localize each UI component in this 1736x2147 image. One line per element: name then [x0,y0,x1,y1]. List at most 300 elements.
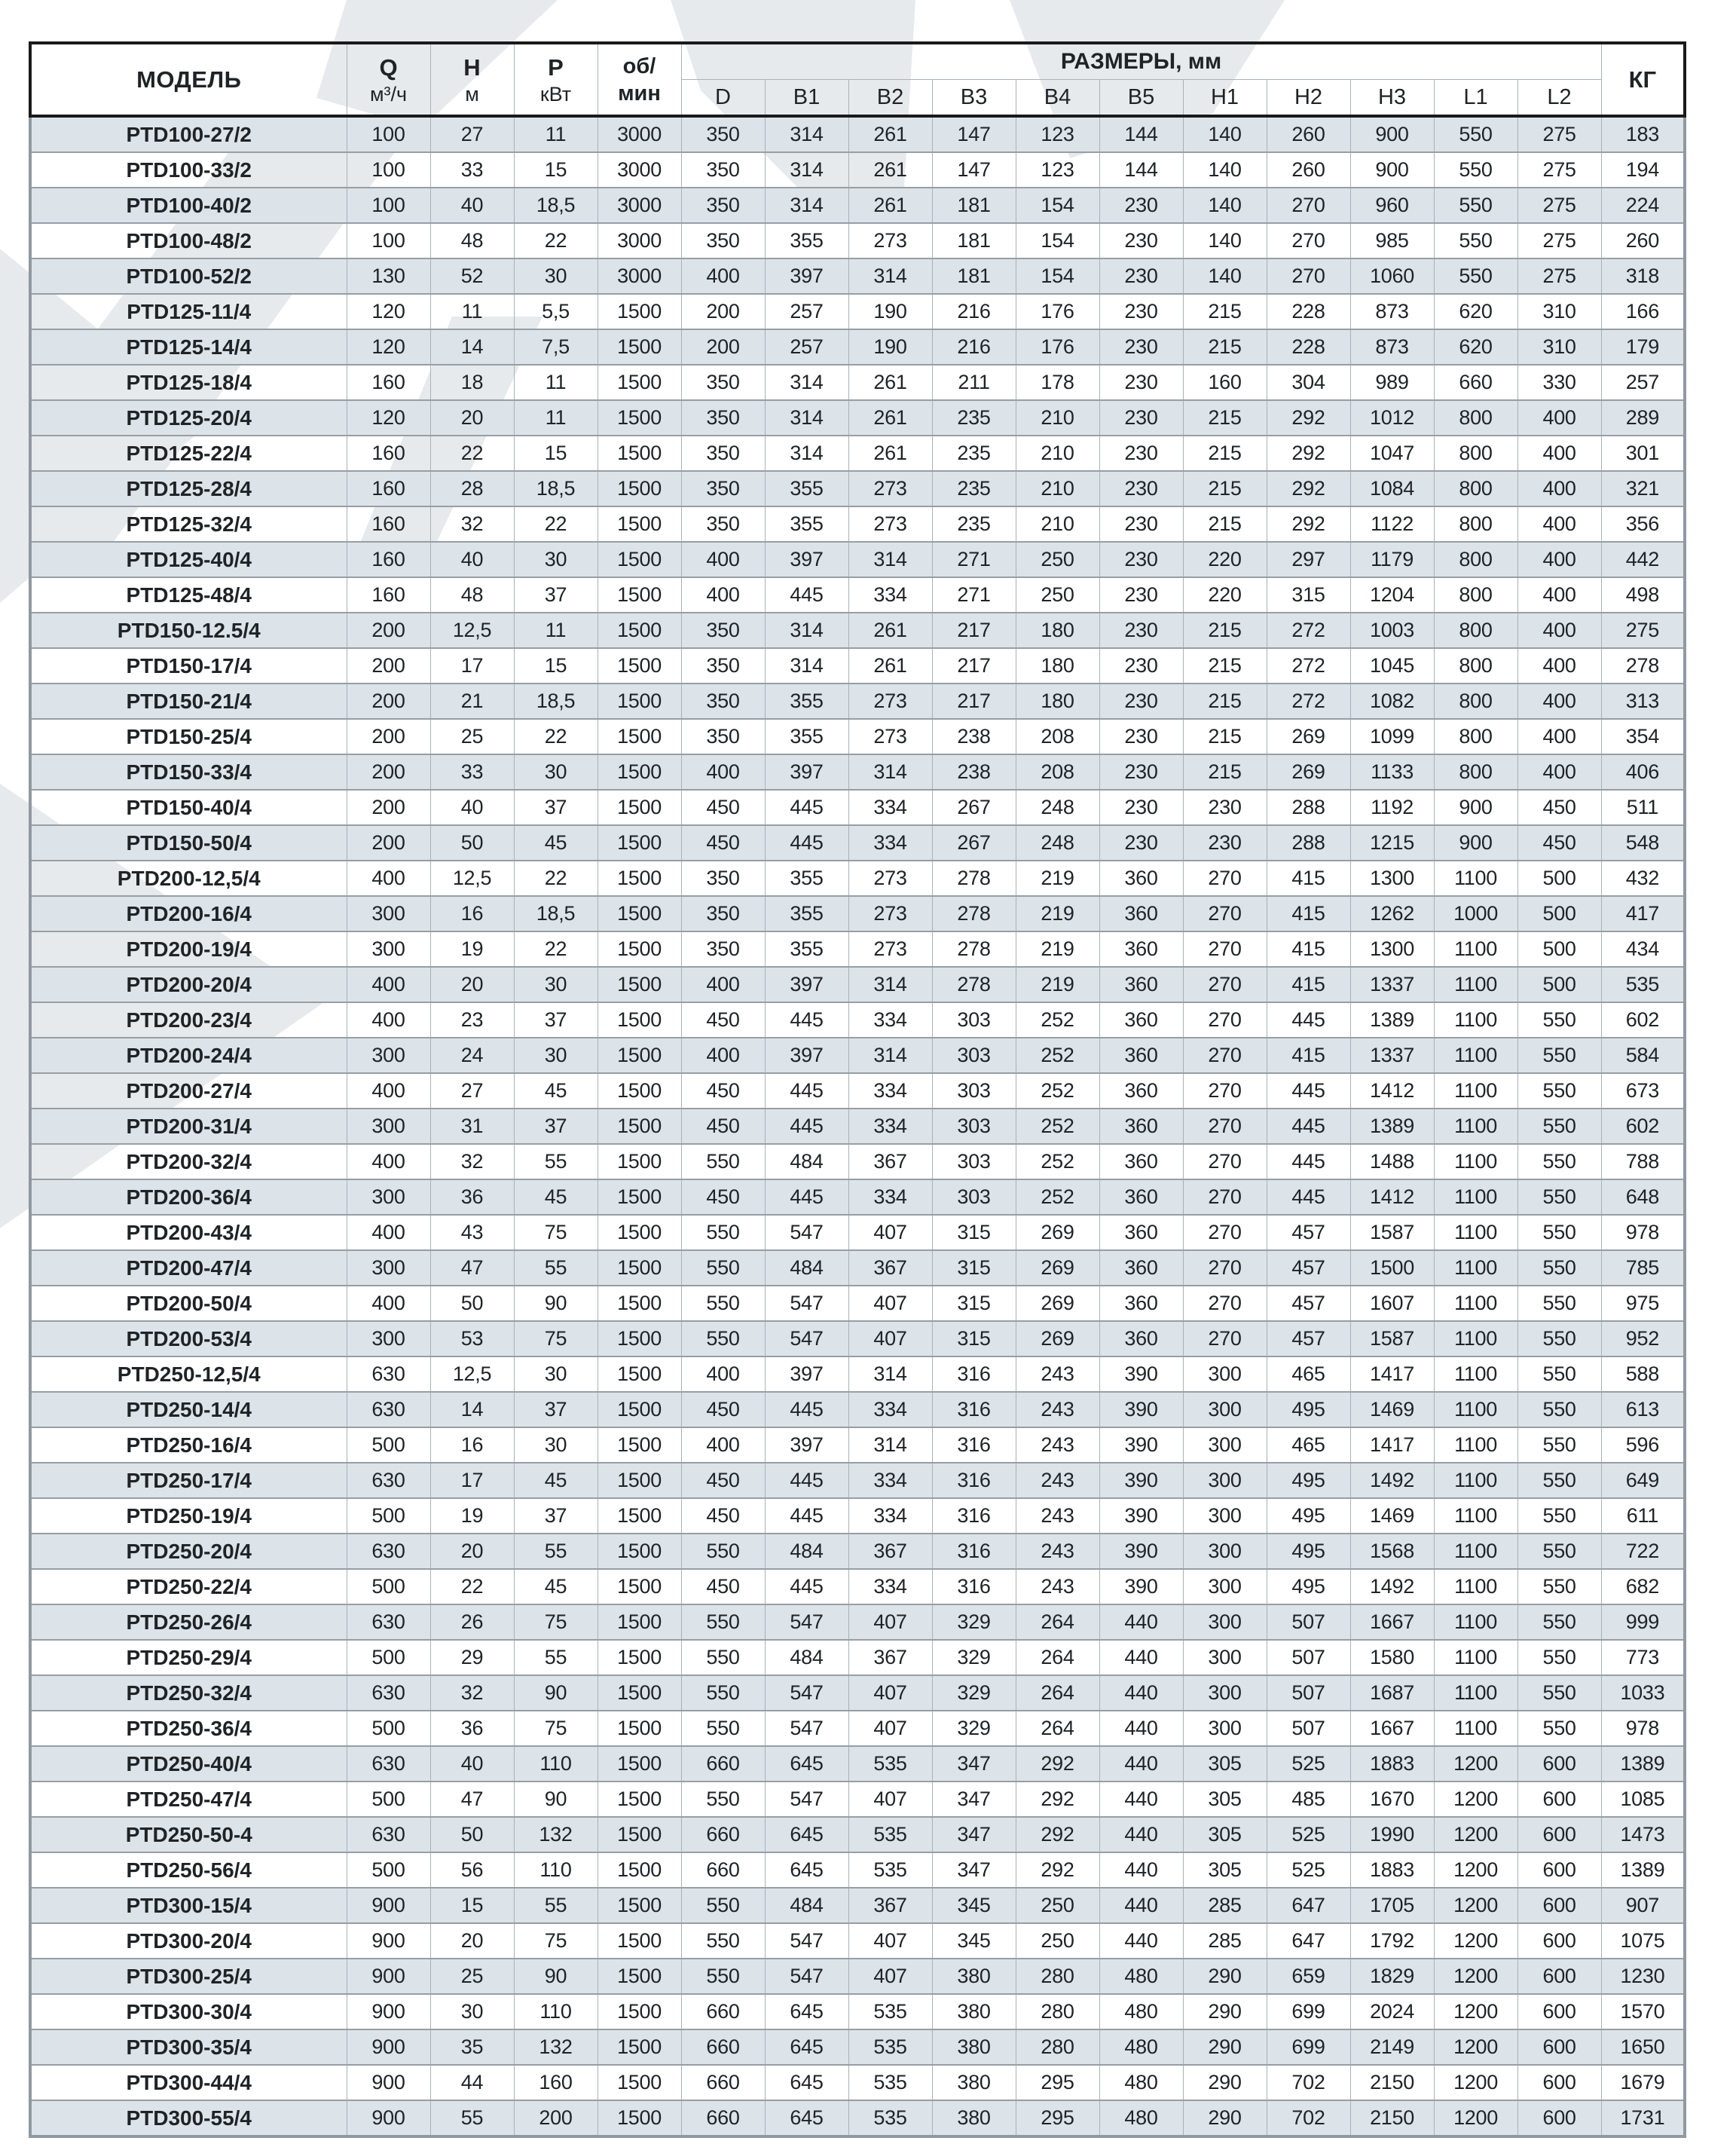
model-cell: PTD150-12.5/4 [30,613,347,648]
value-cell: 270 [1267,258,1350,294]
value-cell: 380 [932,2029,1016,2065]
value-cell: 292 [1267,400,1350,436]
value-cell: 300 [1183,1463,1267,1498]
value-cell: 800 [1434,719,1517,754]
value-cell: 20 [430,400,514,436]
table-row [30,861,1685,896]
value-cell: 1473 [1601,1817,1685,1852]
value-cell: 535 [848,2065,932,2100]
value-cell: 397 [765,754,848,790]
value-cell: 20 [430,967,514,1002]
value-cell: 1100 [1434,1215,1517,1250]
value-cell: 219 [1016,861,1099,896]
table-row [30,116,1685,152]
model-cell: PTD200-12,5/4 [30,861,347,896]
value-cell: 550 [1434,116,1517,152]
value-cell: 261 [848,436,932,471]
value-cell: 315 [932,1286,1016,1321]
value-cell: 100 [347,188,430,223]
p-symbol: Р [548,54,564,81]
value-cell: 243 [1016,1534,1099,1569]
value-cell: 200 [681,329,765,365]
value-cell: 450 [681,1073,765,1109]
value-cell: 230 [1099,329,1183,365]
value-cell: 1100 [1434,967,1517,1002]
value-cell: 200 [514,2100,598,2136]
value-cell: 500 [347,1427,430,1463]
value-cell: 44 [430,2065,514,2100]
value-cell: 535 [848,1994,932,2029]
table-row [30,1675,1685,1711]
value-cell: 900 [347,1994,430,2029]
value-cell: 500 [347,1498,430,1534]
value-cell: 45 [514,1463,598,1498]
value-cell: 699 [1267,2029,1350,2065]
value-cell: 230 [1099,506,1183,542]
table-row [30,1073,1685,1109]
value-cell: 900 [347,1959,430,1994]
value-cell: 350 [681,613,765,648]
value-cell: 350 [681,896,765,931]
value-cell: 273 [848,506,932,542]
value-cell: 11 [514,400,598,436]
value-cell: 525 [1267,1852,1350,1888]
value-cell: 1100 [1434,1498,1517,1534]
value-cell: 390 [1099,1356,1183,1392]
value-cell: 215 [1183,754,1267,790]
value-cell: 535 [848,2029,932,2065]
value-cell: 329 [932,1675,1016,1711]
value-cell: 230 [1099,648,1183,684]
value-cell: 800 [1434,684,1517,719]
value-cell: 208 [1016,754,1099,790]
value-cell: 1705 [1350,1888,1434,1923]
value-cell: 14 [430,329,514,365]
value-cell: 480 [1099,1994,1183,2029]
value-cell: 400 [1517,542,1601,577]
value-cell: 270 [1183,1215,1267,1250]
value-cell: 407 [848,1711,932,1746]
column-header-p [514,43,598,116]
value-cell: 495 [1267,1569,1350,1604]
value-cell: 550 [1517,1286,1601,1321]
value-cell: 645 [765,1994,848,2029]
model-cell: PTD125-14/4 [30,329,347,365]
column-header-kg: КГ [1601,43,1685,116]
value-cell: 445 [765,577,848,613]
value-cell: 235 [932,506,1016,542]
value-cell: 200 [347,648,430,684]
value-cell: 999 [1601,1604,1685,1640]
value-cell: 200 [347,719,430,754]
model-cell: PTD200-20/4 [30,967,347,1002]
value-cell: 500 [347,1711,430,1746]
value-cell: 48 [430,223,514,258]
value-cell: 1099 [1350,719,1434,754]
value-cell: 270 [1267,188,1350,223]
value-cell: 12,5 [430,1356,514,1392]
value-cell: 28 [430,471,514,506]
value-cell: 334 [848,1569,932,1604]
value-cell: 400 [347,1002,430,1038]
value-cell: 800 [1434,400,1517,436]
value-cell: 22 [514,719,598,754]
table-row [30,1604,1685,1640]
value-cell: 445 [765,790,848,825]
column-header-h1: H1 [1183,80,1267,117]
value-cell: 260 [1267,116,1350,152]
value-cell: 630 [347,1817,430,1852]
value-cell: 480 [1099,2100,1183,2136]
value-cell: 12,5 [430,613,514,648]
value-cell: 252 [1016,1109,1099,1144]
value-cell: 215 [1183,613,1267,648]
value-cell: 1100 [1434,1002,1517,1038]
column-header-l2: L2 [1517,80,1601,117]
value-cell: 440 [1099,1746,1183,1782]
value-cell: 450 [681,1569,765,1604]
value-cell: 18,5 [514,684,598,719]
table-row [30,754,1685,790]
value-cell: 1687 [1350,1675,1434,1711]
model-cell: PTD250-47/4 [30,1782,347,1817]
value-cell: 314 [848,754,932,790]
value-cell: 270 [1183,1109,1267,1144]
value-cell: 1500 [598,2065,681,2100]
table-row [30,1852,1685,1888]
table-row [30,1534,1685,1569]
value-cell: 600 [1517,1923,1601,1959]
value-cell: 620 [1434,329,1517,365]
value-cell: 217 [932,648,1016,684]
value-cell: 329 [932,1711,1016,1746]
value-cell: 550 [1517,1392,1601,1427]
value-cell: 329 [932,1604,1016,1640]
value-cell: 37 [514,1109,598,1144]
value-cell: 1179 [1350,542,1434,577]
value-cell: 1500 [598,1534,681,1569]
table-row [30,684,1685,719]
value-cell: 1500 [598,613,681,648]
model-cell: PTD200-36/4 [30,1179,347,1215]
value-cell: 12,5 [430,861,514,896]
value-cell: 1792 [1350,1923,1434,1959]
table-row [30,2029,1685,2065]
value-cell: 978 [1601,1711,1685,1746]
value-cell: 434 [1601,931,1685,967]
value-cell: 445 [765,1463,848,1498]
value-cell: 160 [347,365,430,400]
value-cell: 210 [1016,400,1099,436]
value-cell: 432 [1601,861,1685,896]
value-cell: 485 [1267,1782,1350,1817]
value-cell: 495 [1267,1498,1350,1534]
value-cell: 303 [932,1109,1016,1144]
value-cell: 334 [848,1392,932,1427]
value-cell: 535 [1601,967,1685,1002]
value-cell: 550 [681,1959,765,1994]
value-cell: 230 [1099,294,1183,329]
value-cell: 295 [1016,2065,1099,2100]
value-cell: 15 [514,436,598,471]
value-cell: 390 [1099,1427,1183,1463]
value-cell: 123 [1016,116,1099,152]
value-cell: 350 [681,506,765,542]
value-cell: 270 [1183,1250,1267,1286]
value-cell: 130 [347,258,430,294]
value-cell: 1883 [1350,1746,1434,1782]
value-cell: 271 [932,542,1016,577]
value-cell: 270 [1267,223,1350,258]
model-cell: PTD200-43/4 [30,1215,347,1250]
value-cell: 273 [848,931,932,967]
value-cell: 397 [765,542,848,577]
value-cell: 176 [1016,329,1099,365]
value-cell: 295 [1016,2100,1099,2136]
value-cell: 18 [430,365,514,400]
value-cell: 316 [932,1498,1016,1534]
value-cell: 484 [765,1144,848,1179]
value-cell: 407 [848,1604,932,1640]
value-cell: 176 [1016,294,1099,329]
value-cell: 550 [1517,1569,1601,1604]
value-cell: 367 [848,1888,932,1923]
value-cell: 257 [765,329,848,365]
value-cell: 219 [1016,896,1099,931]
table-row [30,1144,1685,1179]
table-row [30,1427,1685,1463]
value-cell: 350 [681,719,765,754]
value-cell: 500 [347,1782,430,1817]
value-cell: 31 [430,1109,514,1144]
value-cell: 1500 [598,1604,681,1640]
model-cell: PTD300-15/4 [30,1888,347,1923]
model-cell: PTD125-32/4 [30,506,347,542]
value-cell: 314 [765,436,848,471]
value-cell: 500 [347,1569,430,1604]
value-cell: 1500 [598,400,681,436]
model-cell: PTD250-56/4 [30,1852,347,1888]
value-cell: 1500 [598,1923,681,1959]
value-cell: 1100 [1434,1640,1517,1675]
value-cell: 301 [1601,436,1685,471]
value-cell: 400 [681,1356,765,1392]
value-cell: 55 [430,2100,514,2136]
value-cell: 235 [932,471,1016,506]
value-cell: 303 [932,1038,1016,1073]
value-cell: 132 [514,2029,598,2065]
value-cell: 600 [1517,1994,1601,2029]
model-cell: PTD100-33/2 [30,152,347,188]
value-cell: 1500 [598,1215,681,1250]
value-cell: 547 [765,1675,848,1711]
value-cell: 314 [765,613,848,648]
value-cell: 183 [1601,116,1685,152]
value-cell: 347 [932,1852,1016,1888]
column-header-b4: B4 [1016,80,1099,117]
value-cell: 215 [1183,719,1267,754]
value-cell: 390 [1099,1392,1183,1427]
value-cell: 45 [514,1569,598,1604]
value-cell: 11 [514,613,598,648]
value-cell: 1500 [598,648,681,684]
value-cell: 273 [848,861,932,896]
model-cell: PTD250-26/4 [30,1604,347,1640]
value-cell: 457 [1267,1321,1350,1356]
value-cell: 140 [1183,188,1267,223]
value-cell: 1200 [1434,1852,1517,1888]
value-cell: 90 [514,1675,598,1711]
value-cell: 305 [1183,1817,1267,1852]
value-cell: 445 [765,1569,848,1604]
value-cell: 264 [1016,1640,1099,1675]
value-cell: 498 [1601,577,1685,613]
q-symbol: Q [379,54,398,81]
value-cell: 1389 [1601,1746,1685,1782]
table-row [30,1002,1685,1038]
value-cell: 900 [1350,116,1434,152]
value-cell: 900 [1350,152,1434,188]
value-cell: 261 [848,188,932,223]
value-cell: 659 [1267,1959,1350,1994]
q-unit: м³/ч [369,82,408,106]
value-cell: 547 [765,1215,848,1250]
column-header-model: МОДЕЛЬ [30,43,347,116]
value-cell: 1417 [1350,1427,1434,1463]
value-cell: 1200 [1434,1746,1517,1782]
value-cell: 261 [848,400,932,436]
value-cell: 445 [765,1073,848,1109]
value-cell: 507 [1267,1604,1350,1640]
value-cell: 660 [681,2029,765,2065]
value-cell: 243 [1016,1392,1099,1427]
table-row [30,258,1685,294]
value-cell: 315 [932,1250,1016,1286]
value-cell: 1580 [1350,1640,1434,1675]
table-row [30,1498,1685,1534]
value-cell: 647 [1267,1888,1350,1923]
table-row [30,223,1685,258]
value-cell: 400 [681,1038,765,1073]
value-cell: 90 [514,1782,598,1817]
value-cell: 550 [1517,1144,1601,1179]
value-cell: 215 [1183,506,1267,542]
value-cell: 645 [765,1817,848,1852]
value-cell: 3000 [598,152,681,188]
value-cell: 22 [514,931,598,967]
value-cell: 36 [430,1711,514,1746]
value-cell: 11 [430,294,514,329]
value-cell: 290 [1183,2100,1267,2136]
value-cell: 660 [681,1994,765,2029]
value-cell: 602 [1601,1002,1685,1038]
value-cell: 314 [848,258,932,294]
value-cell: 900 [347,2100,430,2136]
value-cell: 600 [1517,2065,1601,2100]
value-cell: 22 [430,436,514,471]
value-cell: 235 [932,436,1016,471]
column-header-q [347,43,430,116]
value-cell: 25 [430,719,514,754]
value-cell: 75 [514,1321,598,1356]
value-cell: 154 [1016,223,1099,258]
value-cell: 230 [1099,223,1183,258]
table-row [30,1640,1685,1675]
table-row [30,790,1685,825]
value-cell: 400 [681,1427,765,1463]
value-cell: 252 [1016,1002,1099,1038]
value-cell: 1100 [1434,1463,1517,1498]
value-cell: 550 [1517,1640,1601,1675]
value-cell: 367 [848,1144,932,1179]
value-cell: 800 [1434,754,1517,790]
value-cell: 208 [1016,719,1099,754]
value-cell: 314 [765,365,848,400]
value-cell: 800 [1434,542,1517,577]
value-cell: 600 [1517,1852,1601,1888]
column-header-b3: B3 [932,80,1016,117]
model-cell: PTD200-27/4 [30,1073,347,1109]
value-cell: 445 [765,1392,848,1427]
value-cell: 140 [1183,258,1267,294]
value-cell: 525 [1267,1746,1350,1782]
value-cell: 390 [1099,1498,1183,1534]
value-cell: 228 [1267,329,1350,365]
value-cell: 230 [1099,577,1183,613]
value-cell: 350 [681,471,765,506]
value-cell: 596 [1601,1427,1685,1463]
value-cell: 25 [430,1959,514,1994]
value-cell: 722 [1601,1534,1685,1569]
value-cell: 3000 [598,188,681,223]
model-cell: PTD200-19/4 [30,931,347,967]
value-cell: 215 [1183,329,1267,365]
value-cell: 1568 [1350,1534,1434,1569]
value-cell: 400 [681,967,765,1002]
value-cell: 360 [1099,931,1183,967]
value-cell: 300 [1183,1356,1267,1392]
value-cell: 600 [1517,2100,1601,2136]
value-cell: 1200 [1434,1888,1517,1923]
value-cell: 600 [1517,1959,1601,1994]
value-cell: 500 [1517,931,1601,967]
value-cell: 90 [514,1286,598,1321]
table-row [30,542,1685,577]
table-row [30,1215,1685,1250]
model-cell: PTD300-25/4 [30,1959,347,1994]
value-cell: 511 [1601,790,1685,825]
value-cell: 550 [1517,1356,1601,1392]
model-cell: PTD300-35/4 [30,2029,347,2065]
value-cell: 300 [1183,1640,1267,1675]
value-cell: 1500 [598,1109,681,1144]
value-cell: 280 [1016,1959,1099,1994]
column-header-rpm [598,43,681,116]
value-cell: 270 [1183,1073,1267,1109]
value-cell: 100 [347,152,430,188]
value-cell: 160 [347,542,430,577]
value-cell: 457 [1267,1250,1350,1286]
model-cell: PTD125-18/4 [30,365,347,400]
value-cell: 230 [1099,825,1183,861]
value-cell: 273 [848,223,932,258]
value-cell: 216 [932,294,1016,329]
value-cell: 440 [1099,1817,1183,1852]
value-cell: 220 [1183,542,1267,577]
value-cell: 243 [1016,1356,1099,1392]
value-cell: 2149 [1350,2029,1434,2065]
value-cell: 215 [1183,684,1267,719]
